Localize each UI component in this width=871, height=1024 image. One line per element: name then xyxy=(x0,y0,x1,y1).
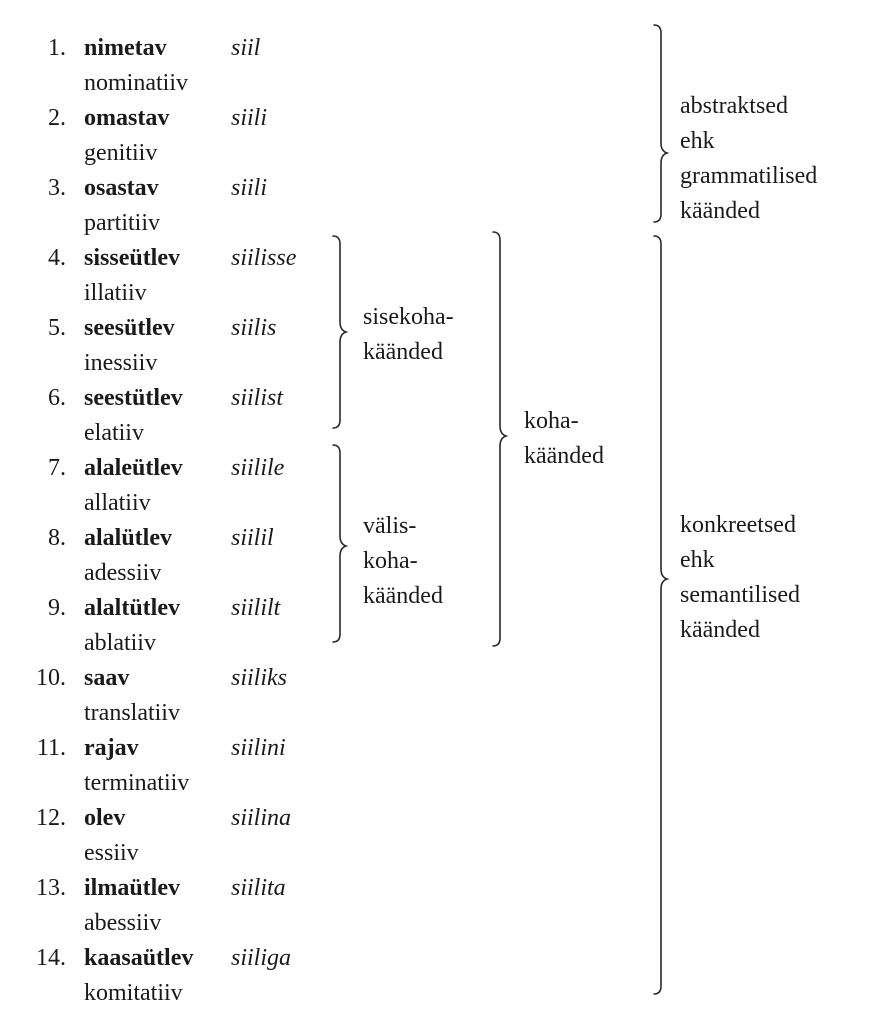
brace-sisekoha xyxy=(333,236,346,428)
case-latin-name: inessiiv xyxy=(84,350,158,376)
case-name: alaltütlev xyxy=(84,595,180,621)
case-latin-name: ablatiiv xyxy=(84,630,156,656)
case-number: 14. xyxy=(36,945,66,971)
case-name: kaasaütlev xyxy=(84,945,194,971)
case-name: olev xyxy=(84,805,126,831)
case-latin-name: allatiiv xyxy=(84,490,151,516)
case-number: 5. xyxy=(48,315,66,341)
case-example-form: siili xyxy=(231,105,268,131)
case-name: omastav xyxy=(84,105,170,131)
case-number: 7. xyxy=(48,455,66,481)
brace-valiskoha xyxy=(333,445,346,642)
case-name: seestütlev xyxy=(84,385,183,411)
case-number: 12. xyxy=(36,805,66,831)
case-example-form: siilisse xyxy=(231,245,297,271)
case-number: 11. xyxy=(36,735,66,761)
case-name: alaleütlev xyxy=(84,455,183,481)
brace-abstraktsed xyxy=(654,25,667,222)
case-number: 13. xyxy=(36,875,66,901)
case-number: 2. xyxy=(48,105,66,131)
case-number: 9. xyxy=(48,595,66,621)
group-label-sisekoha: sisekoha- käänded xyxy=(363,304,454,365)
case-name: nimetav xyxy=(84,35,167,61)
case-example-form: siiliks xyxy=(231,665,288,691)
case-latin-name: partitiiv xyxy=(84,210,160,236)
case-name: saav xyxy=(84,665,130,691)
case-latin-name: illatiiv xyxy=(84,280,147,306)
case-example-form: siilina xyxy=(231,805,292,831)
case-example-form: siil xyxy=(231,35,261,61)
case-latin-name: nominatiiv xyxy=(84,70,188,96)
brace-konkreetsed xyxy=(654,236,667,994)
case-latin-name: genitiiv xyxy=(84,140,158,166)
case-example-form: siilil xyxy=(231,525,274,551)
case-latin-name: elatiiv xyxy=(84,420,144,446)
case-example-form: siiliga xyxy=(231,945,292,971)
case-name: alalütlev xyxy=(84,525,172,551)
brace-koha xyxy=(493,232,506,646)
group-label-valiskoha: välis- koha- käänded xyxy=(363,513,443,609)
case-latin-name: abessiiv xyxy=(84,910,162,936)
case-example-form: siili xyxy=(231,175,268,201)
case-latin-name: terminatiiv xyxy=(84,770,190,796)
case-name: rajav xyxy=(84,735,139,761)
case-example-form: siilile xyxy=(231,455,285,481)
case-name: seesütlev xyxy=(84,315,175,341)
case-example-form: siilis xyxy=(231,315,277,341)
case-latin-name: adessiiv xyxy=(84,560,162,586)
case-latin-name: komitatiiv xyxy=(84,980,183,1006)
case-number: 10. xyxy=(36,665,66,691)
case-latin-name: essiiv xyxy=(84,840,139,866)
case-example-form: siilini xyxy=(231,735,286,761)
case-name: sisseütlev xyxy=(84,245,180,271)
case-number: 8. xyxy=(48,525,66,551)
case-name: ilmaütlev xyxy=(84,875,180,901)
group-label-koha: koha- käänded xyxy=(524,408,604,469)
group-label-abstraktsed: abstraktsed ehk grammatilised käänded xyxy=(680,93,818,224)
case-latin-name: translatiiv xyxy=(84,700,180,726)
case-example-form: siililt xyxy=(231,595,281,621)
case-number: 4. xyxy=(48,245,66,271)
case-name: osastav xyxy=(84,175,159,201)
case-number: 3. xyxy=(48,175,66,201)
group-label-konkreetsed: konkreetsed ehk semantilised käänded xyxy=(680,512,800,643)
case-example-form: siilist xyxy=(231,385,284,411)
case-number: 6. xyxy=(48,385,66,411)
case-number: 1. xyxy=(48,35,66,61)
case-example-form: siilita xyxy=(231,875,286,901)
